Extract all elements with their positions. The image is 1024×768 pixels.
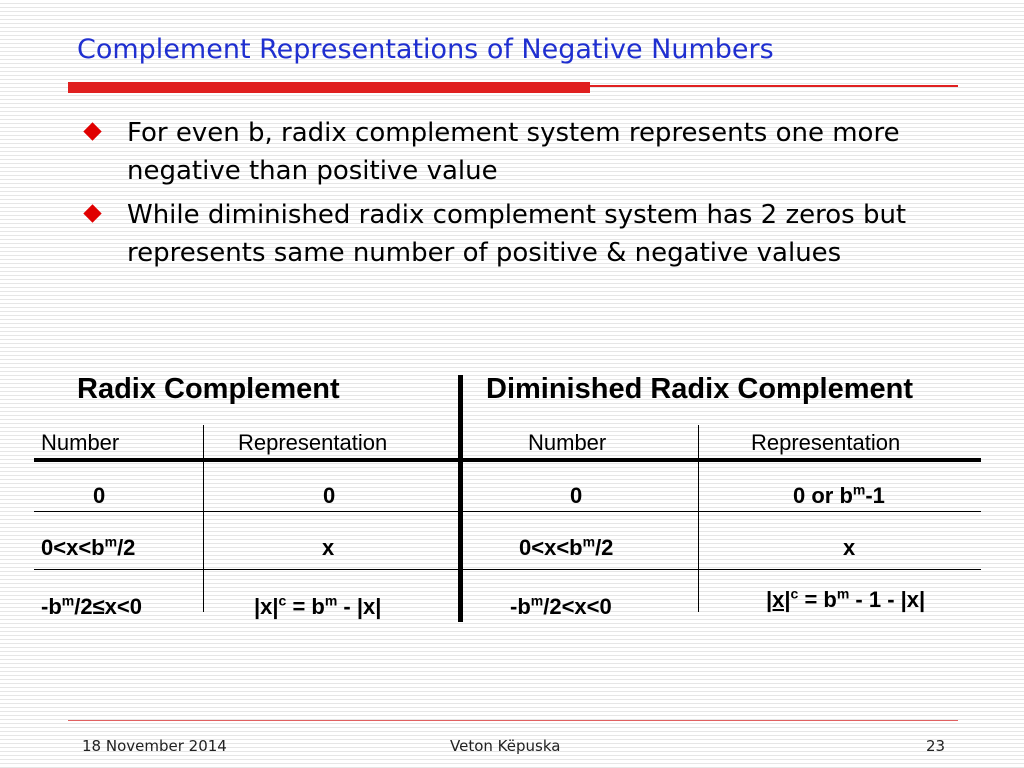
cell-text: = b [798,587,837,612]
drc-representation-cell: x [843,535,856,560]
row-rule [34,511,981,512]
rc-representation-cell: 0 [323,483,336,508]
rc-representation-col-header: Representation [238,430,388,455]
drc-column-rule [698,425,699,612]
rc-number-cell [41,594,142,620]
drc-number-cell [510,594,612,620]
superscript: c [790,585,799,602]
drc-number-cell: 0 [570,483,583,508]
page-number: 23 [926,737,946,755]
diminished-radix-complement-header: Diminished Radix Complement [486,373,914,405]
bullet-text: While diminished radix complement system has 2 zeros but represents same number of positive & negative values [127,200,907,268]
cell-text: /2≤x<0 [74,594,142,619]
bullet-item [80,196,980,272]
cell-text: - 1 - |x| [849,587,926,612]
drc-number-col-header: Number [528,430,607,455]
footer-rule [68,720,958,721]
footer-date: 18 November 2014 [82,737,227,755]
cell-text: /2 [117,535,136,560]
header-rule [34,458,981,462]
cell-text: /2<x<0 [543,594,612,619]
footer-author: Veton Këpuska [450,737,561,755]
rc-number-col-header: Number [41,430,120,455]
row-rule [34,569,981,570]
cell-text: -b [41,594,62,619]
superscript: m [852,481,866,498]
drc-number-cell [519,535,613,561]
superscript: m [530,592,544,609]
diamond-bullet-icon [83,122,101,140]
superscript: m [104,533,118,550]
cell-text: - |x| [337,594,382,619]
rc-representation-cell [254,594,381,620]
bullet-list [80,114,980,278]
title-rule-thick [68,82,590,93]
cell-text: = b [286,594,325,619]
cell-text: 0 or b [793,483,853,508]
title-rule-thin [68,85,958,87]
superscript: c [278,592,287,609]
cell-text: -b [510,594,531,619]
drc-representation-cell [793,483,885,509]
cell-text: |x| [254,594,279,619]
cell-text: |x| [766,587,791,612]
bullet-item [80,114,980,190]
section-divider [458,375,463,622]
superscript: m [324,592,338,609]
superscript: m [836,585,850,602]
cell-text: -1 [865,483,885,508]
rc-column-rule [203,425,204,612]
rc-number-cell: 0 [93,483,106,508]
cell-text: 0<x<b [519,535,583,560]
slide-title: Complement Representations of Negative Numbers [77,34,774,65]
superscript: m [582,533,596,550]
superscript: m [61,592,75,609]
bullet-text: For even b, radix complement system represents one more negative than positive value [127,118,900,186]
rc-number-cell [41,535,135,561]
drc-representation-cell [766,587,925,613]
cell-text: /2 [595,535,614,560]
radix-complement-header: Radix Complement [77,373,340,405]
diamond-bullet-icon [83,204,101,222]
cell-text: 0<x<b [41,535,105,560]
drc-representation-col-header: Representation [751,430,901,455]
rc-representation-cell: x [322,535,335,560]
